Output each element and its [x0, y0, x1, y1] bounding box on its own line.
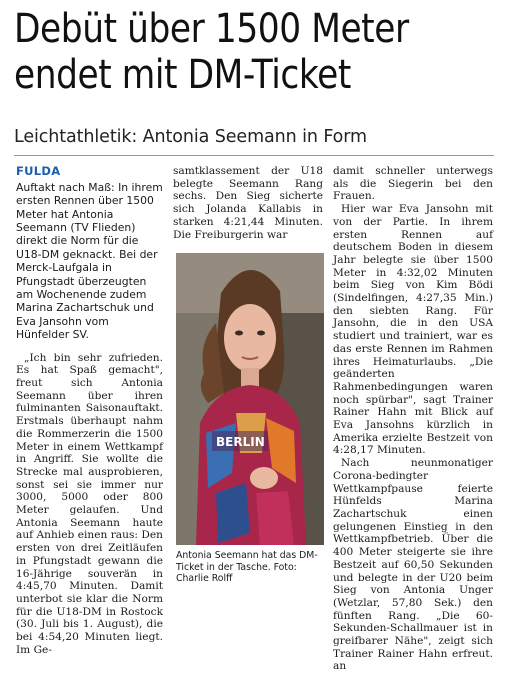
- body-paragraph: Hier war Eva Jansohn mit von der Partie. In ihrem ersten Rennen auf deutschem Boden in diesem Jahr belegte sie über 1500 Meter in 4:32,02 Minuten beim Sieg von Kim Bödi (Sindelfingen, 4:27,35 Min.) den siebten Rang. Für Jansohn, die in den USA studiert und trainiert, war es das erste Rennen im Rahmen ihres Heimaturlaubs. „Die geänderten Rahmenbedingungen waren noch spürbar", sagt Trainer Rainer Hahn mit Blick auf Eva Jansohns kürzlich in Amerika erzielte Bestzeit von 4:28,17 Minuten.: [333, 203, 493, 457]
- article-column-3: [333, 165, 493, 673]
- body-paragraph: damit schneller unterwegs als die Siegerin bei den Frauen.: [333, 165, 493, 203]
- lead-paragraph: Auftakt nach Maß: In ihrem ersten Rennen über 1500 Meter hat Antonia Seemann (TV Flieden) direkt die Norm für die U18-DM geknackt. Bei der Merck-Laufgala in Pfungstadt überzeugten am Wochenende zudem Marina Zachartschuk und Eva Jansohn vom Hünfelder SV.: [16, 180, 163, 342]
- divider: [14, 155, 494, 156]
- body-paragraph: samtklassement der U18 belegte Seemann Rang sechs. Den Sieg sicherte sich Jolanda Kallabis in starken 4:21,44 Minuten. Die Freiburgerin war: [173, 165, 323, 241]
- photo-caption: Antonia Seemann hat das DM-Ticket in der Tasche. Foto: Charlie Rolff: [176, 550, 318, 585]
- article-column-1: [16, 165, 163, 656]
- headline: [14, 6, 427, 98]
- article-column-2: [173, 165, 323, 241]
- athlete-photo: [176, 253, 324, 545]
- body-paragraph: „Ich bin sehr zufrieden. Es hat Spaß gemacht", freut sich Antonia Seemann über ihren fulminanten Saisonauftakt. Erstmals überhaupt nahm die Rommerzerin die 1500 Meter in einem Wettkampf in Angriff. Sie wollte die Strecke mal ausprobieren, sonst sei sie immer nur 3000, 5000 oder 800 Meter gelaufen. Und Antonia Seemann haute auf Anhieb einen raus: Den ersten von drei Zeitläufen in Pfungstadt gewann die 16-Jährige souverän in 4:45,70 Minuten. Damit unterbot sie klar die Norm für die U18-DM in Rostock (30. Juli bis 1. August), die bei 4:54,20 Minuten liegt. Im Ge-: [16, 351, 163, 656]
- dateline: FULDA: [16, 164, 61, 178]
- headline-line-2: endet mit DM-Ticket: [14, 52, 351, 98]
- jacket-lettering: BERLIN: [216, 435, 265, 449]
- body-paragraph: Nach neunmonatiger Corona-bedingter Wettkampfpause feierte Hünfelds Marina Zachartschuk einen gelungenen Einstieg in den Wettkampfbetrieb. Über die 400 Meter steigerte sie ihre Bestzeit auf 60,50 Sekunden und belegte in der U20 beim Sieg von Antonia Unger (Wetzlar, 57,80 Sek.) den fünften Rang. „Die 60-Sekunden-Schallmauer ist in greifbarer Nähe", zeigt sich Trainer Rainer Hahn erfreut. an: [333, 457, 493, 673]
- subheadline: Leichtathletik: Antonia Seemann in Form: [14, 127, 367, 147]
- headline-line-1: Debüt über 1500 Meter: [14, 6, 409, 52]
